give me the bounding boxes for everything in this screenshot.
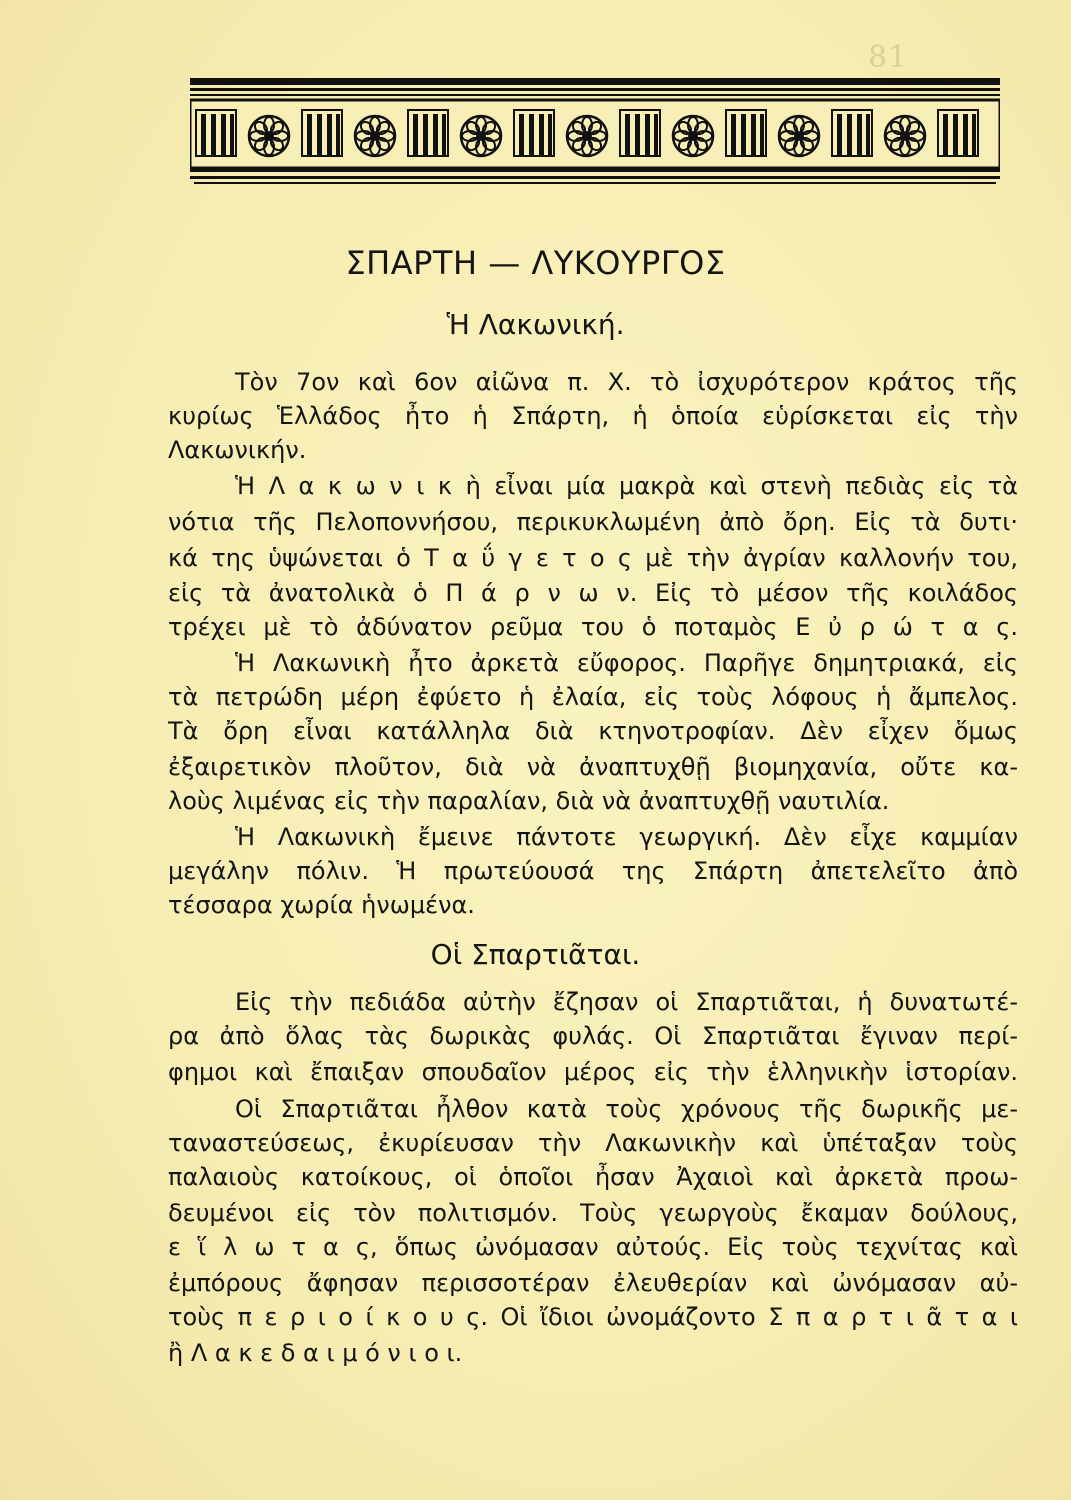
text-line: κά της ὑψώνεται ὁ Τ α ΰ γ ε τ ο ς μὲ τὴν ἀγρίαν καλλονήν του, bbox=[168, 544, 1018, 572]
text-line: Εἰς τὴν πεδιάδα αὐτὴν ἔζησαν οἱ Σπαρτιᾶται, ἡ δυνατωτέ- bbox=[235, 988, 1018, 1016]
text-line: δευμένοι εἰς τὸν πολιτισμόν. Τοὺς γεωργοὺς ἔκαμαν δούλους, bbox=[168, 1199, 1018, 1227]
text-line: ἢ Λ α κ ε δ α ι μ ό ν ι ο ι. bbox=[168, 1339, 463, 1367]
page-title: ΣΠΑΡΤΗ — ΛΥΚΟΥΡΓΟΣ bbox=[345, 244, 726, 282]
text-line: Τὸν 7ον καὶ 6ον αἰῶνα π. Χ. τὸ ἰσχυρότερον κράτος τῆς bbox=[235, 368, 1018, 396]
text-line: Ἡ Λακωνικὴ ἦτο ἀρκετὰ εὔφορος. Παρῆγε δημητριακά, εἰς bbox=[235, 649, 1018, 677]
page-number: 81 bbox=[868, 40, 909, 75]
text-line: ε ἵ λ ω τ α ς, ὅπως ὠνόμασαν αὐτούς. Εἰς τοὺς τεχνίτας καὶ bbox=[168, 1233, 1018, 1261]
text-line: Λακωνικήν. bbox=[168, 436, 307, 464]
text-line: μεγάλην πόλιν. Ἡ πρωτεύουσά της Σπάρτη ἀπετελεῖτο ἀπὸ bbox=[168, 857, 1018, 885]
text-line: τέσσαρα χωρία ἡνωμένα. bbox=[168, 891, 475, 919]
text-line: νότια τῆς Πελοποννήσου, περικυκλωμένη ἀπὸ ὄρη. Εἰς τὰ δυτι· bbox=[168, 508, 1018, 536]
text-line: ἐμπόρους ἄφησαν περισσοτέραν ἐλευθερίαν καὶ ὠνόμασαν αὐ- bbox=[168, 1269, 1018, 1297]
text-line: Οἱ Σπαρτιᾶται ἦλθον κατὰ τοὺς χρόνους τῆς δωρικῆς με- bbox=[235, 1095, 1018, 1123]
text-line: εἰς τὰ ἀνατολικὰ ὁ Π ά ρ ν ω ν. Εἰς τὸ μέσον τῆς κοιλάδος bbox=[168, 579, 1018, 607]
text-line: ρα ἀπὸ ὅλας τὰς δωρικὰς φυλάς. Οἱ Σπαρτιᾶται ἔγιναν περί- bbox=[168, 1022, 1018, 1050]
text-line: κυρίως Ἑλλάδος ἦτο ἡ Σπάρτη, ἡ ὁποία εὑρίσκεται εἰς τὴν bbox=[168, 402, 1018, 430]
text-line: Ἡ Λ α κ ω ν ι κ ὴ εἶναι μία μακρὰ καὶ στενὴ πεδιὰς εἰς τὰ bbox=[235, 472, 1018, 500]
text-line: ἐξαιρετικὸν πλοῦτον, διὰ νὰ ἀναπτυχθῇ βιομηχανία, οὔτε κα- bbox=[168, 753, 1018, 781]
text-line: λοὺς λιμένας εἰς τὴν παραλίαν, διὰ νὰ ἀναπτυχθῇ ναυτιλία. bbox=[168, 787, 890, 815]
text-line: ταναστεύσεως, ἐκυρίευσαν τὴν Λακωνικὴν καὶ ὑπέταξαν τοὺς bbox=[168, 1129, 1018, 1157]
text-line: φημοι καὶ ἔπαιξαν σπουδαῖον μέρος εἰς τὴν ἑλληνικὴν ἱστορίαν. bbox=[168, 1058, 1018, 1086]
text-line: τρέχει μὲ τὸ ἀδύνατον ρεῦμα του ὁ ποταμὸς Ε ὐ ρ ώ τ α ς. bbox=[168, 613, 1018, 641]
text-line: τὰ πετρώδη μέρη ἐφύετο ἡ ἐλαία, εἰς τοὺς λόφους ἡ ἄμπελος. bbox=[168, 683, 1018, 711]
section-heading-spartans: Οἱ Σπαρτιᾶται. bbox=[430, 938, 641, 971]
text-line: παλαιοὺς κατοίκους, οἱ ὁποῖοι ἦσαν Ἀχαιοὶ καὶ ἀρκετὰ προω- bbox=[168, 1163, 1018, 1191]
section-heading-laconia: Ἡ Λακωνική. bbox=[446, 308, 625, 341]
text-line: τοὺς π ε ρ ι ο ί κ ο υ ς. Οἱ ἴδιοι ὠνομάζοντο Σ π α ρ τ ι ᾶ τ α ι bbox=[168, 1303, 1018, 1331]
text-line: Τὰ ὄρη εἶναι κατάλληλα διὰ κτηνοτροφίαν. Δὲν εἶχεν ὅμως bbox=[168, 717, 1018, 745]
decorative-frieze bbox=[190, 76, 1000, 190]
text-line: Ἡ Λακωνικὴ ἔμεινε πάντοτε γεωργική. Δὲν εἶχε καμμίαν bbox=[235, 823, 1018, 851]
